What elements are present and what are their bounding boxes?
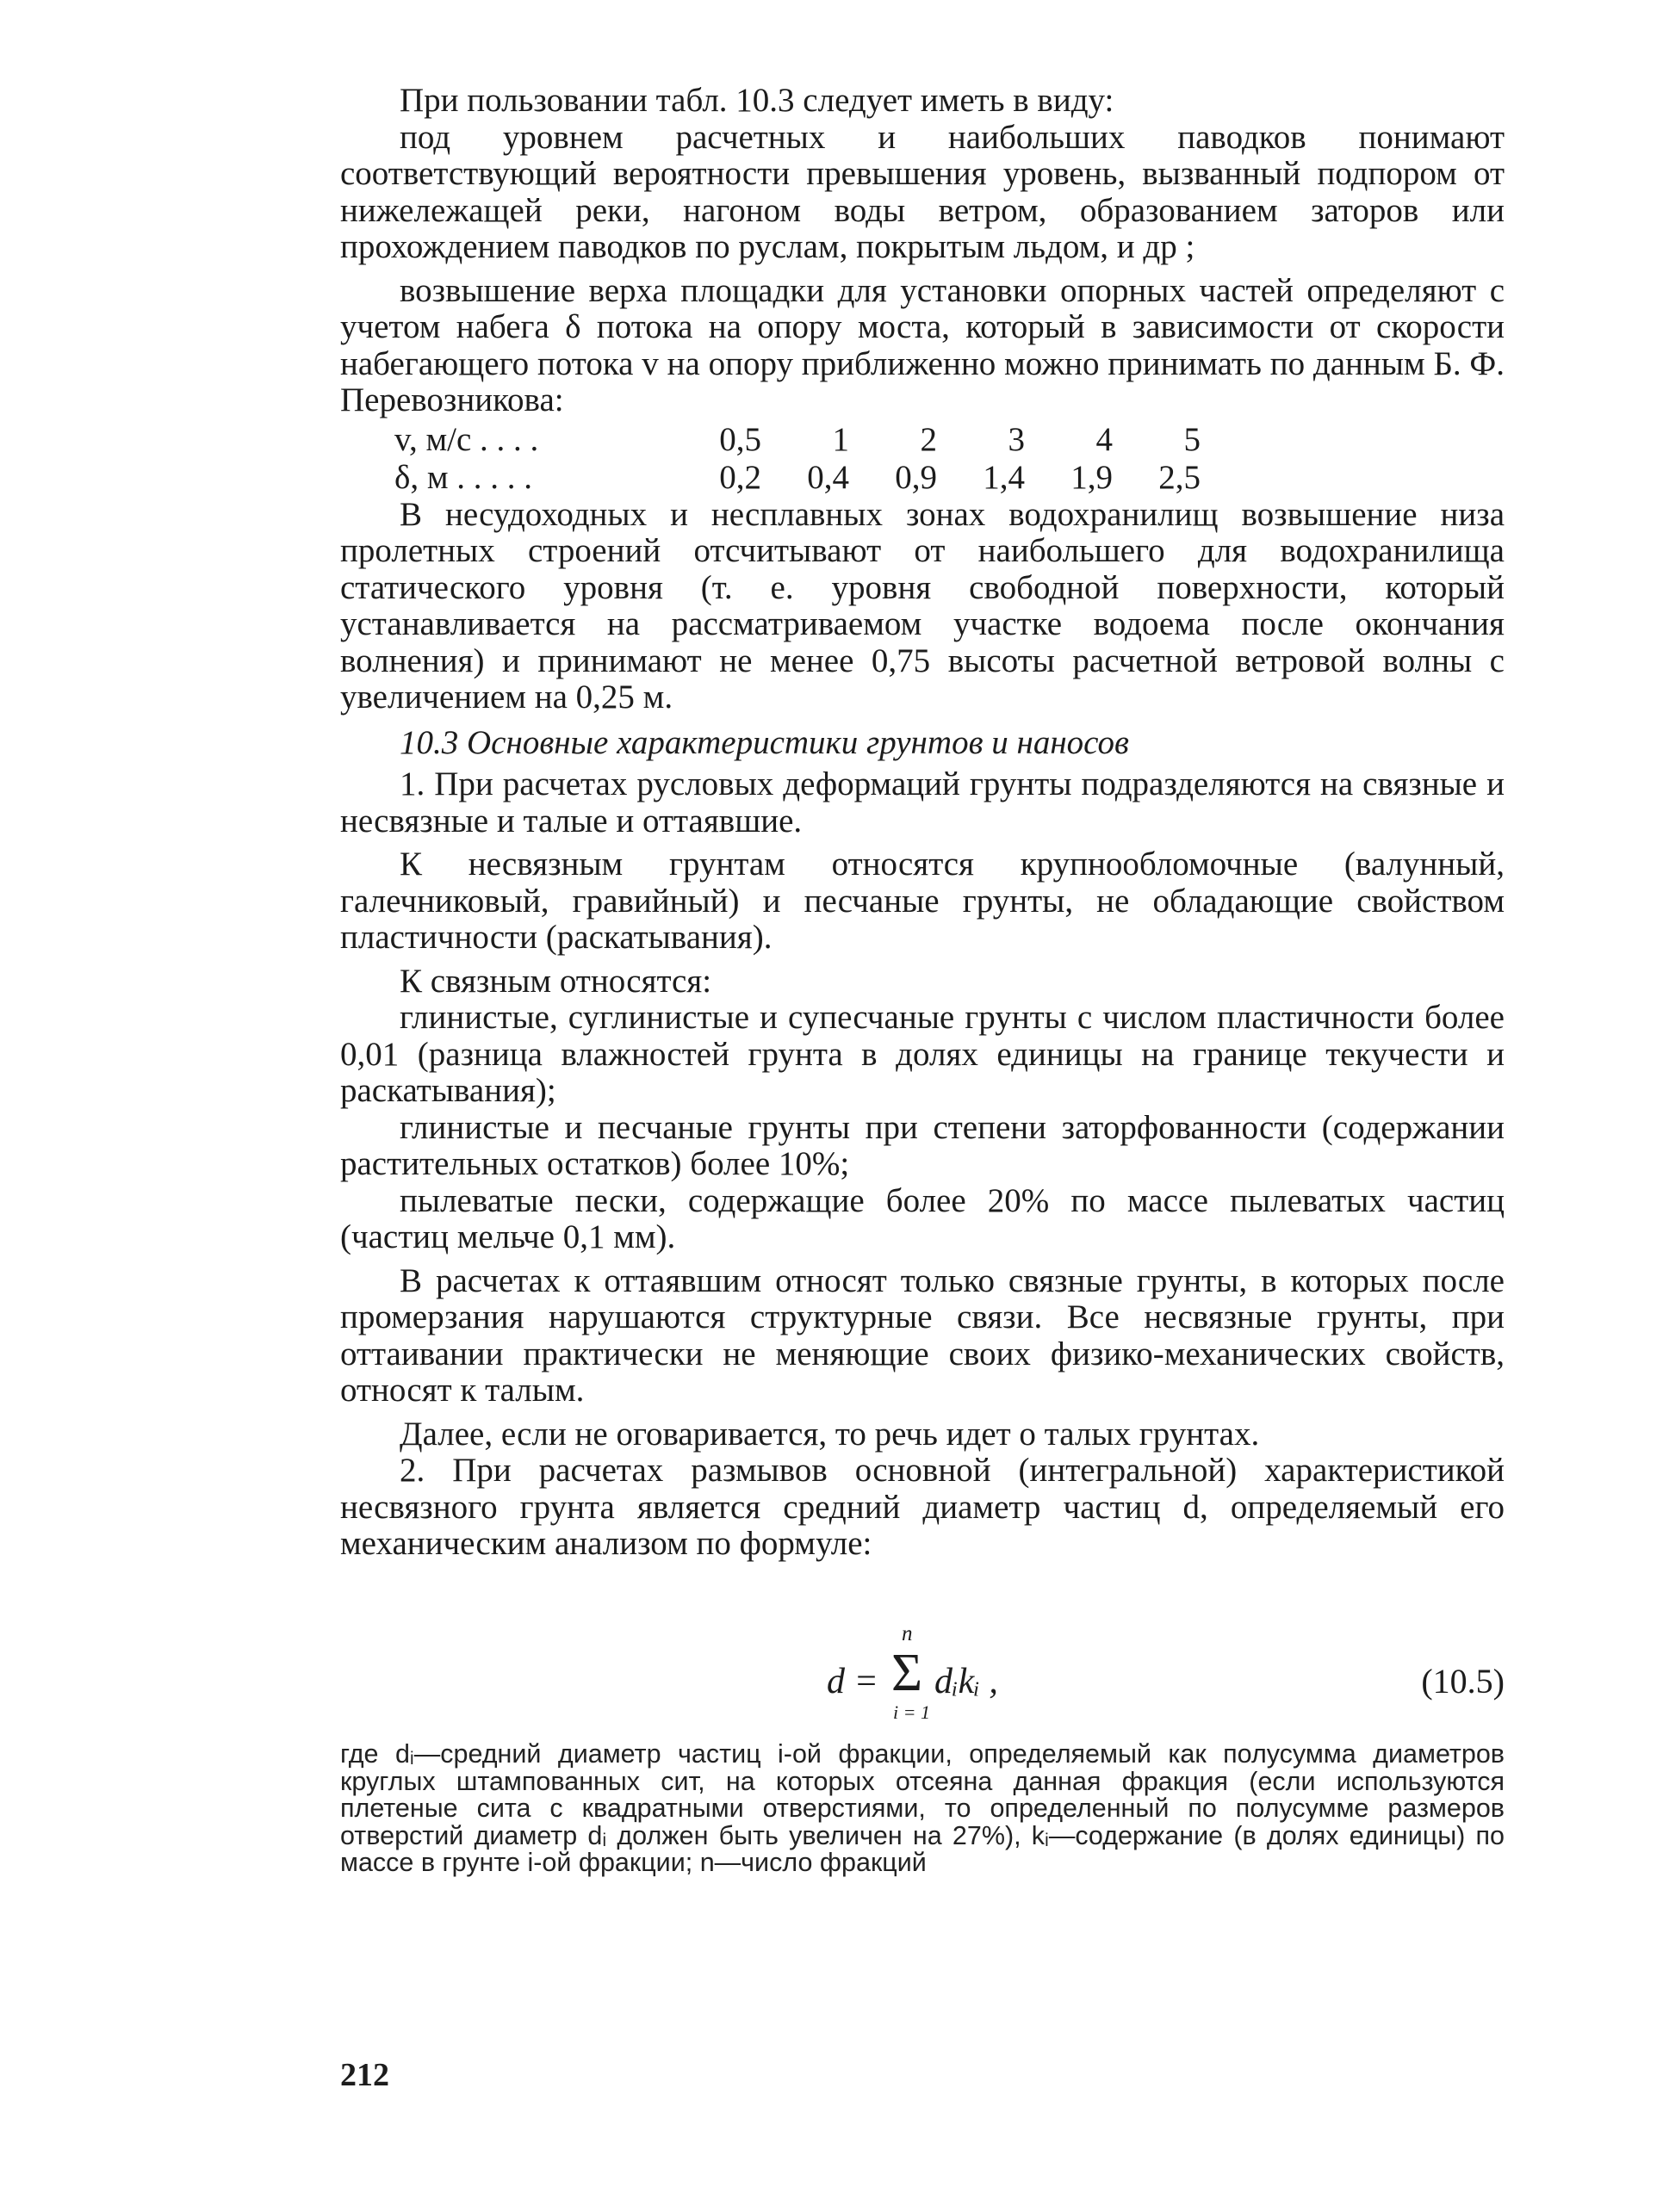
formula-10-5 — [340, 1622, 1505, 1734]
page-number: 212 — [340, 2057, 389, 2093]
table-cell: 5 — [1183, 420, 1201, 458]
paragraph-mean-diameter: 2. При расчетах размывов основной (интегральной) характеристикой несвязного грунта является средний диаметр частиц d, определяемый его механическим анализом по формуле: — [340, 1452, 1505, 1562]
table-cell: 3 — [1008, 420, 1025, 458]
table-cell: 4 — [1095, 420, 1113, 458]
row-label-speed: v, м/с . . . . — [394, 420, 539, 458]
table-cell: 0,9 — [895, 458, 937, 496]
table-row-surge — [394, 459, 1213, 497]
paragraph-silt: пылеватые пески, содержащие более 20% по массе пылеватых частиц (частиц мельче 0,1 мм). — [340, 1181, 1505, 1255]
paragraph-reservoirs: В несудоходных и несплавных зонах водохранилищ возвышение низа пролетных строений отсчитывают от наибольшего для водохранилища статического уровня (т. е. уровня свободной поверхности, который устанавливается на рассматриваемом участке водоема после окончания волнения) и принимают не менее 0,75 высоты расчетной ветровой волны с увеличением на 0,25 м. — [340, 495, 1505, 716]
table-cell: 1,9 — [1070, 458, 1113, 496]
table-cell: 2 — [920, 420, 937, 458]
formula-lhs: d = — [827, 1662, 878, 1701]
table-row-speed — [394, 421, 1213, 459]
paragraph-thawed: В расчетах к оттаявшим относят только связные грунты, в которых после промерзания нарушаются структурные связи. Все несвязные грунты, при оттаивании практически не меняющие своих физико-механических свойств, относят к талым. — [340, 1261, 1505, 1409]
paragraph-intro: При пользовании табл. 10.3 следует иметь в виду: — [400, 82, 1114, 119]
formula-sum-upper: n — [902, 1622, 913, 1645]
paragraph-soil-classes: 1. При расчетах русловых деформаций грунты подразделяются на связные и несвязные и талые и оттаявшие. — [340, 765, 1505, 840]
section-heading: 10.3 Основные характеристики грунтов и наносов — [400, 723, 1129, 761]
paragraph-further: Далее, если не оговаривается, то речь идет о талых грунтах. — [400, 1415, 1260, 1453]
formula-sum-lower: i = 1 — [893, 1701, 930, 1723]
table-cell: 1,4 — [983, 458, 1025, 496]
row-label-surge: δ, м . . . . . — [394, 458, 533, 496]
paragraph-flood-levels: под уровнем расчетных и наибольших паводков понимают соответствующий вероятности превышения уровень, вызванный подпором от нижележащей реки, нагоном воды ветром, образованием заторов или прохождением паводков по руслам, покрытым льдом, и др ; — [340, 118, 1505, 265]
formula-number: (10.5) — [1421, 1662, 1505, 1701]
formula-explanation: где dᵢ—средний диаметр частиц i-ой фракции, определяемый как полусумма диаметров круглых штампованных сит, на которых отсеяна данная фракция (если используются плетеные сита с квадратными отверстиями, то определенный по полусумме размеров отверстий диаметр dᵢ должен быть увеличен на 27%), kᵢ—содержание (в долях единицы) по массе в грунте i-ой фракции; n—число фракций — [340, 1739, 1505, 1877]
table-cell: 2,5 — [1158, 458, 1201, 496]
table-cell: 1 — [832, 420, 849, 458]
formula-rhs: dᵢkᵢ , — [934, 1662, 998, 1701]
paragraph-clay: глинистые, суглинистые и супесчаные грунты с числом пластичности более 0,01 (разница влажностей грунта в долях единицы на границе текучести и раскатывания); — [340, 999, 1505, 1109]
table-cell: 0,5 — [719, 420, 761, 458]
speed-surge-table — [394, 421, 1213, 497]
table-cell: 0,4 — [807, 458, 849, 496]
paragraph-peat: глинистые и песчаные грунты при степени заторфованности (содержании растительных остатков) более 10%; — [340, 1108, 1505, 1182]
table-cell: 0,2 — [719, 458, 761, 496]
paragraph-support-height: возвышение верха площадки для установки опорных частей определяют с учетом набега δ потока на опору моста, который в зависимости от скорости набегающего потока v на опору приближенно можно принимать по данным Б. Ф. Перевозникова: — [340, 271, 1505, 418]
main-text — [340, 83, 1505, 1563]
paragraph-cohesive-intro: К связным относятся: — [400, 962, 712, 1000]
paragraph-noncohesive: К несвязным грунтам относятся крупнообломочные (валунный, галечниковый, гравийный) и песчаные грунты, не обладающие свойством пластичности (раскатывания). — [340, 846, 1505, 956]
sigma-symbol: Σ — [891, 1644, 923, 1702]
